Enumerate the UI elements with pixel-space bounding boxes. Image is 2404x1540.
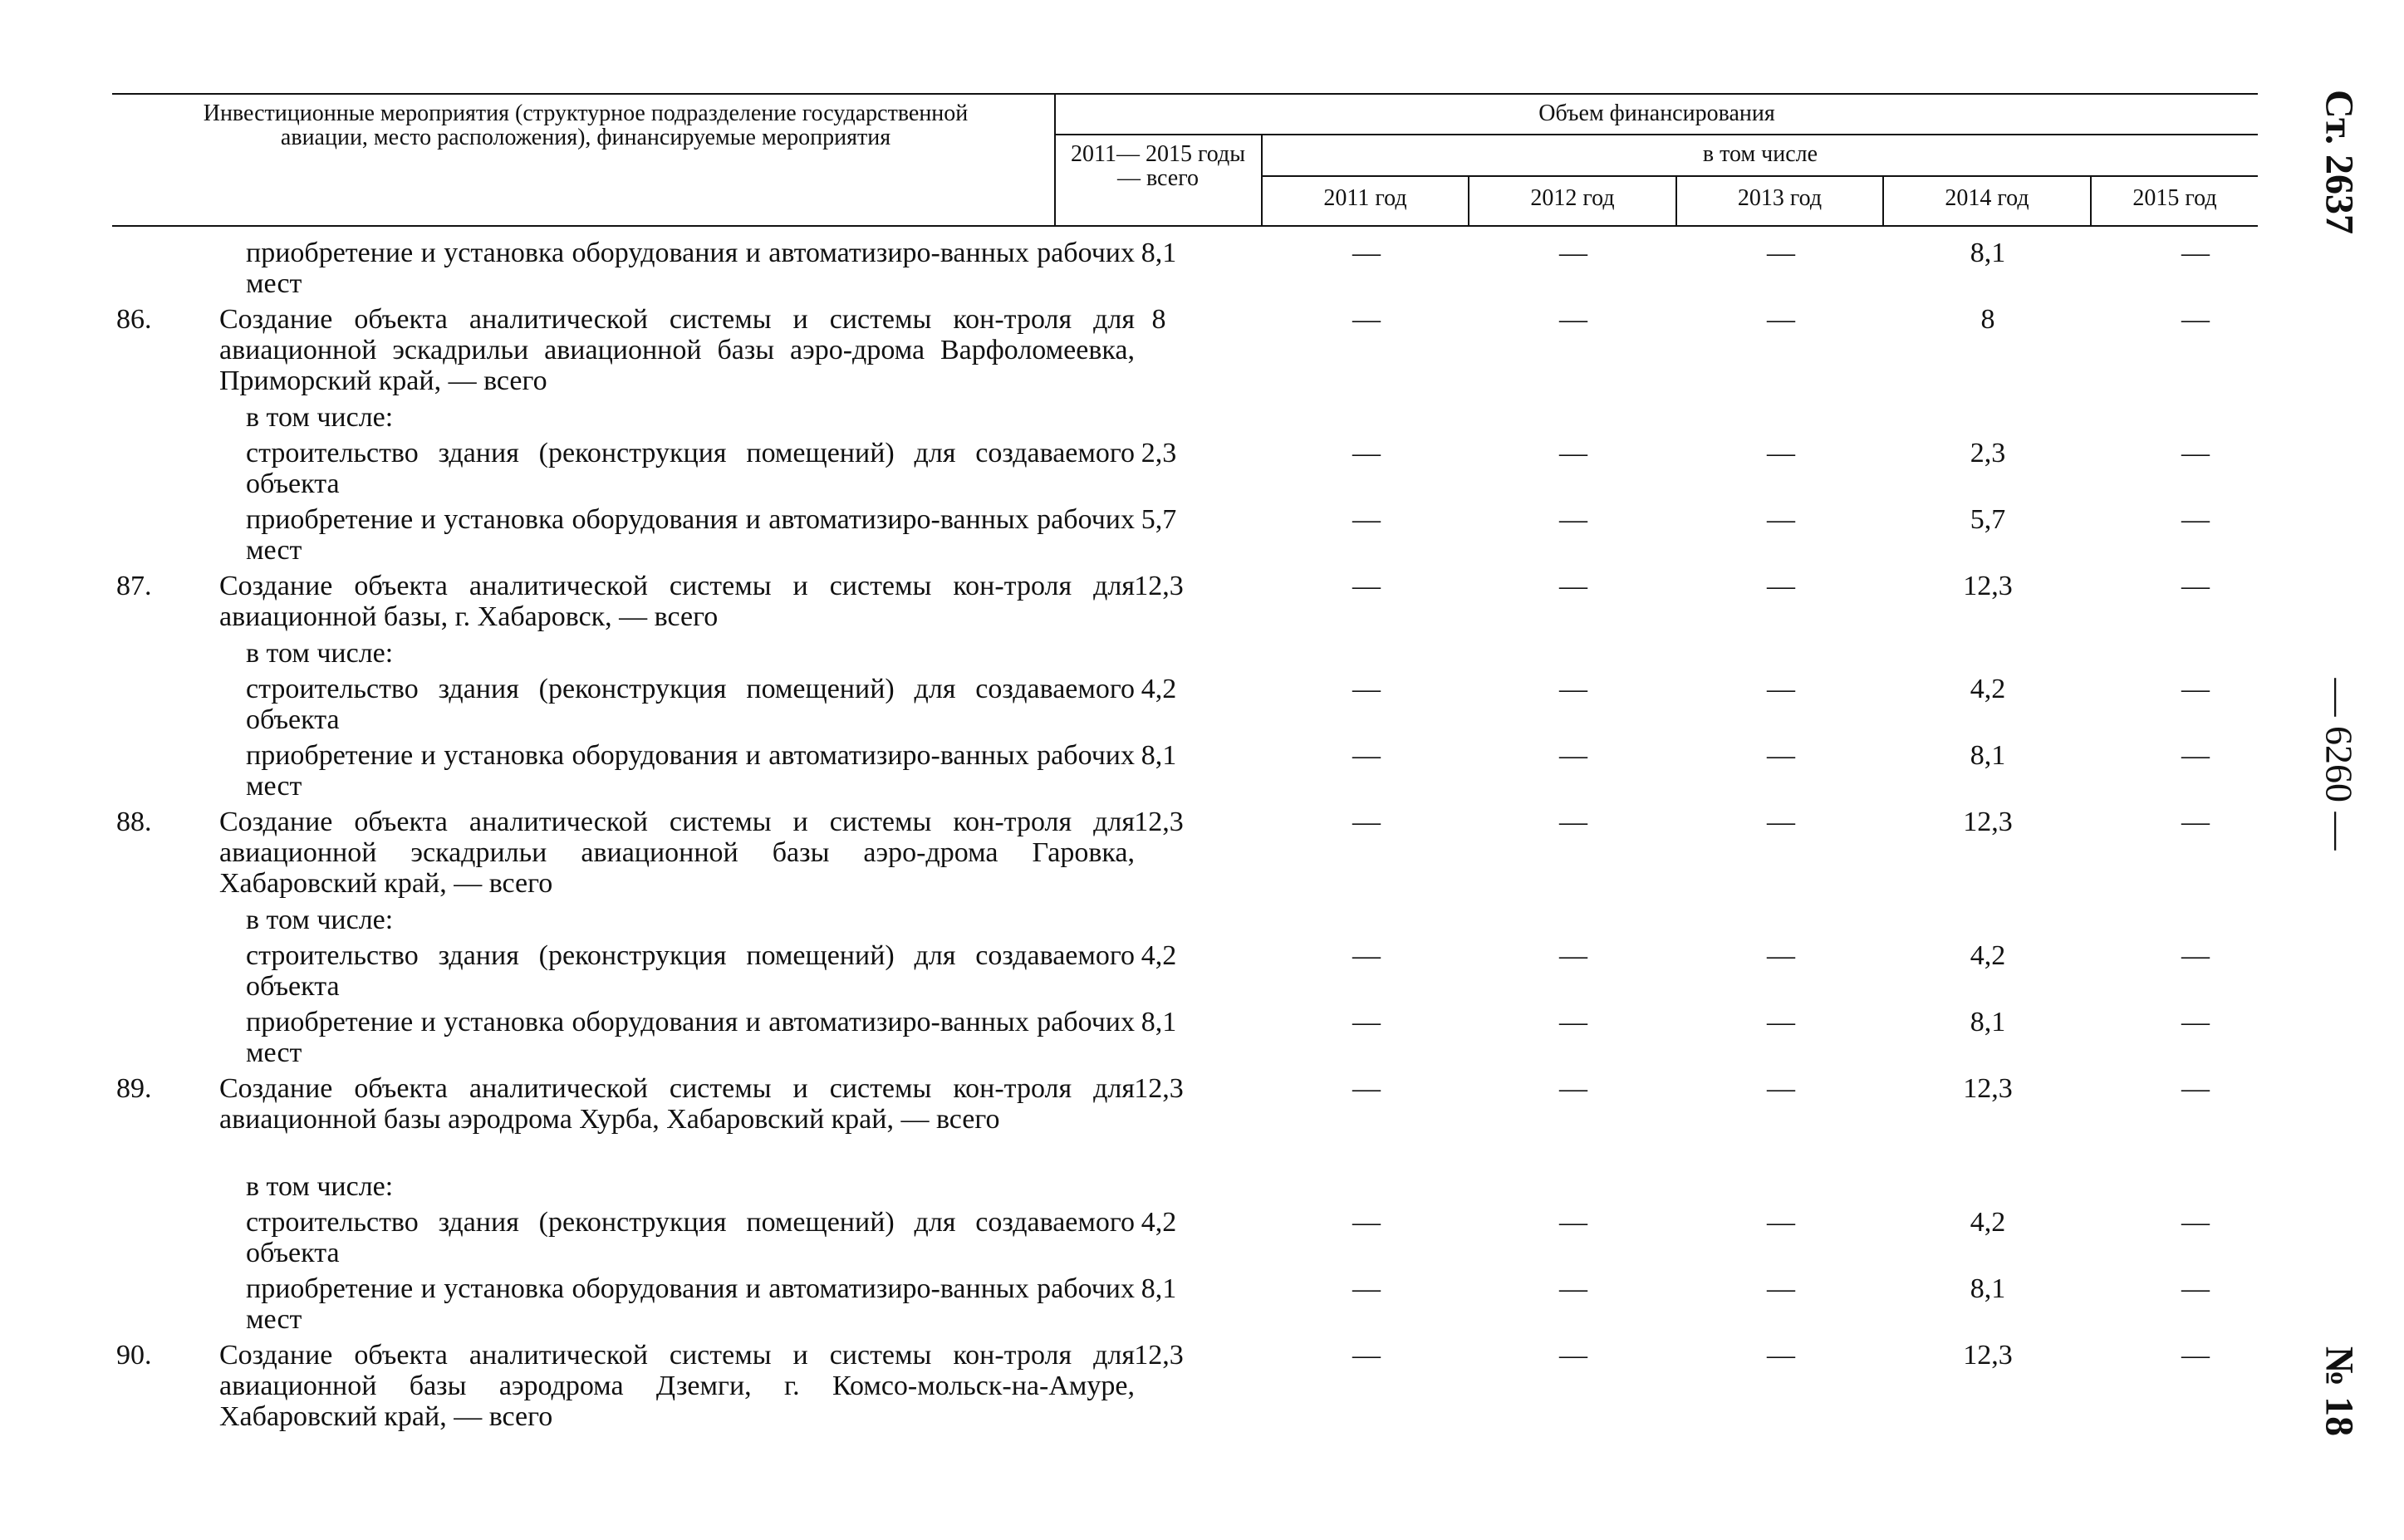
row-2014: 5,7 xyxy=(1970,504,2006,535)
row-2012: — xyxy=(1559,304,1587,335)
row-text: в том числе: xyxy=(246,1171,394,1202)
row-2012: — xyxy=(1559,571,1587,601)
row-2012: — xyxy=(1559,740,1587,771)
row-2014: 2,3 xyxy=(1970,438,2006,468)
row-number: 88. xyxy=(116,807,152,837)
row-2013: — xyxy=(1767,1207,1795,1238)
header-including: в том числе xyxy=(1702,141,1818,167)
row-number: 87. xyxy=(116,571,152,601)
row-2013: — xyxy=(1767,807,1795,837)
row-2012: — xyxy=(1559,940,1587,971)
row-2015: — xyxy=(2181,940,2210,971)
header-funding: Объем финансирования xyxy=(1538,101,1775,126)
row-2011: — xyxy=(1352,807,1381,837)
row-2015: — xyxy=(2181,1340,2210,1371)
row-total: 8,1 xyxy=(1141,740,1177,771)
row-2015: — xyxy=(2181,571,2210,601)
row-2012: — xyxy=(1559,1073,1587,1104)
row-text: Создание объекта аналитической системы и системы кон-троля для авиационной базы аэродрома Хурба, Хабаровский край, — всего xyxy=(219,1073,1135,1135)
row-2014: 12,3 xyxy=(1963,1073,2013,1104)
row-2015: — xyxy=(2181,740,2210,771)
row-2015: — xyxy=(2181,674,2210,704)
row-total: 4,2 xyxy=(1141,1207,1177,1238)
row-total: 12,3 xyxy=(1134,571,1184,601)
row-2014: 8,1 xyxy=(1970,1273,2006,1304)
header-year-2013: 2013 год xyxy=(1737,185,1823,211)
table-row xyxy=(112,571,2272,632)
row-2011: — xyxy=(1352,940,1381,971)
row-total: 12,3 xyxy=(1134,1073,1184,1104)
row-2012: — xyxy=(1559,504,1587,535)
row-total: 12,3 xyxy=(1134,1340,1184,1371)
row-2013: — xyxy=(1767,238,1795,268)
row-text: приобретение и установка оборудования и автоматизиро-ванных рабочих мест xyxy=(246,504,1135,566)
row-text: приобретение и установка оборудования и автоматизиро-ванных рабочих мест xyxy=(246,1007,1135,1068)
row-2015: — xyxy=(2181,1073,2210,1104)
row-2012: — xyxy=(1559,807,1587,837)
row-2013: — xyxy=(1767,1007,1795,1037)
table-row xyxy=(112,438,2272,499)
row-number: 90. xyxy=(116,1340,152,1371)
row-2014: 12,3 xyxy=(1963,807,2013,837)
row-total: 8,1 xyxy=(1141,1273,1177,1304)
row-2014: 4,2 xyxy=(1970,1207,2006,1238)
row-number: 89. xyxy=(116,1073,152,1104)
row-total: 5,7 xyxy=(1141,504,1177,535)
row-2014: 12,3 xyxy=(1963,571,2013,601)
row-text: Создание объекта аналитической системы и системы кон-троля для авиационной эскадрильи авиационной базы аэро-дрома Варфоломеевка, Приморский край, — всего xyxy=(219,304,1135,396)
article-number xyxy=(2318,91,2361,233)
row-text: в том числе: xyxy=(246,638,394,669)
table-row xyxy=(112,1273,2272,1335)
header-year-2012: 2012 год xyxy=(1530,185,1615,211)
article-number-text: Ст. 2637 xyxy=(2317,90,2362,234)
row-total: 12,3 xyxy=(1134,807,1184,837)
row-2011: — xyxy=(1352,1007,1381,1037)
row-2014: 12,3 xyxy=(1963,1340,2013,1371)
header-year-2011: 2011 год xyxy=(1323,185,1407,211)
row-text: строительство здания (реконструкция помещений) для создаваемого объекта xyxy=(246,438,1135,499)
row-total: 4,2 xyxy=(1141,674,1177,704)
table-row xyxy=(112,304,2272,396)
table-row xyxy=(112,1340,2272,1432)
table-row xyxy=(112,402,2272,433)
header-year-2015: 2015 год xyxy=(2132,185,2217,211)
row-2011: — xyxy=(1352,1073,1381,1104)
header-year-2014: 2014 год xyxy=(1945,185,2029,211)
row-text: в том числе: xyxy=(246,905,394,935)
row-2013: — xyxy=(1767,504,1795,535)
funding-rule xyxy=(1054,134,2258,135)
row-2015: — xyxy=(2181,304,2210,335)
row-2015: — xyxy=(2181,504,2210,535)
table-row xyxy=(112,940,2272,1002)
row-2013: — xyxy=(1767,438,1795,468)
row-text: приобретение и установка оборудования и автоматизиро-ванных рабочих мест xyxy=(246,740,1135,802)
row-2013: — xyxy=(1767,1273,1795,1304)
header-activity: Инвестиционные мероприятия (структурное подразделение государственной авиации, место расположения), финансируемые мероприятия xyxy=(203,101,969,150)
row-2012: — xyxy=(1559,238,1587,268)
row-total: 4,2 xyxy=(1141,940,1177,971)
page-number-text: — 6260 — xyxy=(2318,678,2361,851)
row-2011: — xyxy=(1352,238,1381,268)
row-text: приобретение и установка оборудования и автоматизиро-ванных рабочих мест xyxy=(246,1273,1135,1335)
table-row xyxy=(112,1073,2272,1165)
table-row xyxy=(112,905,2272,935)
table-row xyxy=(112,740,2272,802)
row-2014: 8,1 xyxy=(1970,740,2006,771)
row-text: Создание объекта аналитической системы и системы кон-троля для авиационной эскадрильи авиационной базы аэро-дрома Гаровка, Хабаровский край, — всего xyxy=(219,807,1135,899)
row-2015: — xyxy=(2181,807,2210,837)
table-row xyxy=(112,1207,2272,1268)
row-text: приобретение и установка оборудования и автоматизиро-ванных рабочих мест xyxy=(246,238,1135,299)
table-row xyxy=(112,238,2272,299)
row-text: Создание объекта аналитической системы и системы кон-троля для авиационной базы аэродрома Дземги, г. Комсо-мольск-на-Амуре, Хабаровский край, — всего xyxy=(219,1340,1135,1432)
row-2013: — xyxy=(1767,304,1795,335)
row-2015: — xyxy=(2181,438,2210,468)
row-2013: — xyxy=(1767,674,1795,704)
row-2012: — xyxy=(1559,438,1587,468)
row-2012: — xyxy=(1559,1340,1587,1371)
row-2012: — xyxy=(1559,1007,1587,1037)
row-2013: — xyxy=(1767,940,1795,971)
row-2014: 4,2 xyxy=(1970,674,2006,704)
row-2013: — xyxy=(1767,1340,1795,1371)
row-2011: — xyxy=(1352,438,1381,468)
row-total: 8,1 xyxy=(1141,238,1177,268)
header-top-rule xyxy=(112,93,2258,95)
table-row xyxy=(112,1171,2272,1202)
row-2013: — xyxy=(1767,740,1795,771)
row-number: 86. xyxy=(116,304,152,335)
header-bottom-rule xyxy=(112,225,2258,227)
row-total: 8 xyxy=(1151,304,1166,335)
row-2014: 8,1 xyxy=(1970,238,2006,268)
header-total: 2011— 2015 годы — всего xyxy=(1071,141,1245,191)
row-2011: — xyxy=(1352,1207,1381,1238)
row-2014: 8,1 xyxy=(1970,1007,2006,1037)
row-text: строительство здания (реконструкция помещений) для создаваемого объекта xyxy=(246,674,1135,735)
row-2013: — xyxy=(1767,571,1795,601)
table-row xyxy=(112,1007,2272,1068)
row-2011: — xyxy=(1352,1340,1381,1371)
row-2011: — xyxy=(1352,740,1381,771)
row-2011: — xyxy=(1352,1273,1381,1304)
row-2011: — xyxy=(1352,571,1381,601)
row-text: Создание объекта аналитической системы и системы кон-троля для авиационной базы, г. Хабаровск, — всего xyxy=(219,571,1135,632)
row-2012: — xyxy=(1559,1207,1587,1238)
row-text: в том числе: xyxy=(246,402,394,433)
row-total: 8,1 xyxy=(1141,1007,1177,1037)
row-2012: — xyxy=(1559,1273,1587,1304)
row-2012: — xyxy=(1559,674,1587,704)
row-total: 2,3 xyxy=(1141,438,1177,468)
row-2014: 8 xyxy=(1980,304,1995,335)
table-row xyxy=(112,638,2272,669)
row-2015: — xyxy=(2181,1273,2210,1304)
table-row xyxy=(112,674,2272,735)
row-text: строительство здания (реконструкция помещений) для создаваемого объекта xyxy=(246,1207,1135,1268)
row-2015: — xyxy=(2181,1007,2210,1037)
row-2011: — xyxy=(1352,504,1381,535)
table-row xyxy=(112,807,2272,899)
row-2015: — xyxy=(2181,1207,2210,1238)
row-text: строительство здания (реконструкция помещений) для создаваемого объекта xyxy=(246,940,1135,1002)
issue-number-text: № 18 xyxy=(2317,1346,2362,1437)
row-2013: — xyxy=(1767,1073,1795,1104)
including-rule xyxy=(1261,175,2258,177)
row-2015: — xyxy=(2181,238,2210,268)
table-row xyxy=(112,504,2272,566)
row-2014: 4,2 xyxy=(1970,940,2006,971)
issue-number xyxy=(2318,1341,2361,1441)
page-number xyxy=(2318,678,2361,851)
row-2011: — xyxy=(1352,674,1381,704)
row-2011: — xyxy=(1352,304,1381,335)
